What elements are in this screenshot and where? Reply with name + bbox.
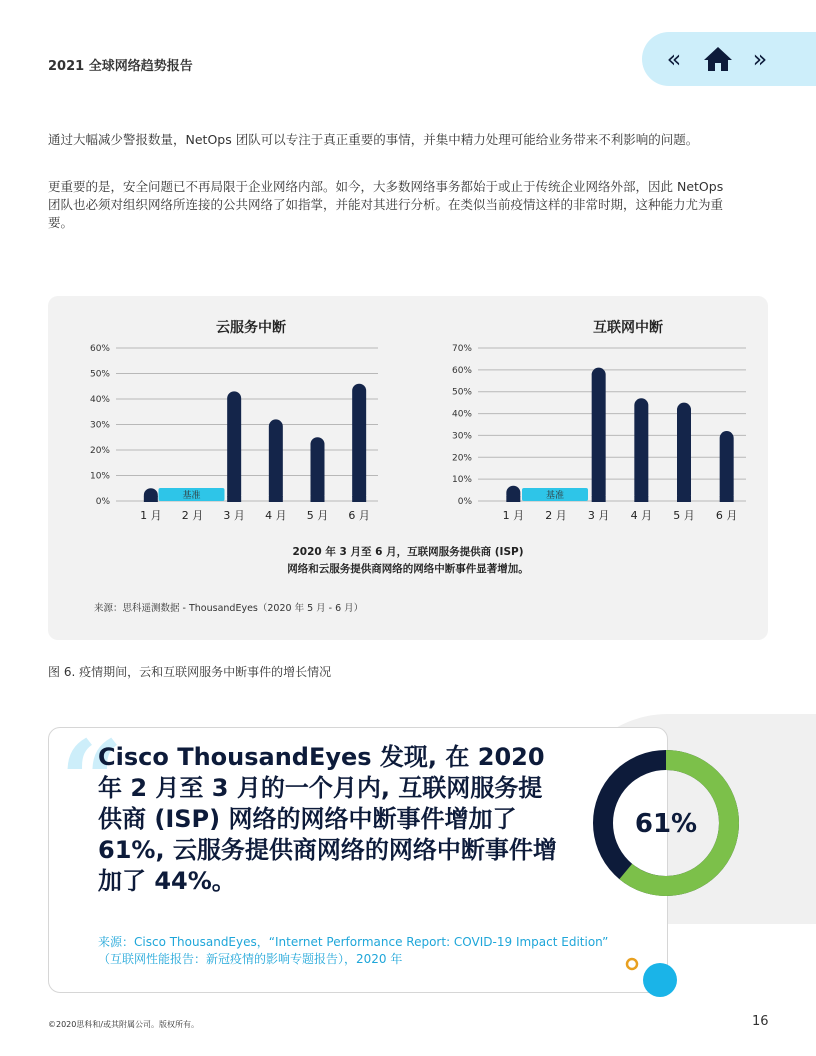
x-tick-label: 3 月 [223,509,245,522]
bar-base [506,496,520,502]
y-tick-label: 70% [451,344,472,354]
chart-caption-line-1: 2020 年 3 月至 6 月，互联网服务提供商 (ISP) [292,546,524,558]
y-tick-label: 30% [89,420,110,431]
y-tick-label: 40% [451,409,472,420]
chart-title: 互联网中断 [593,320,663,336]
quote-source [98,934,658,968]
y-tick-label: 40% [89,395,110,405]
quote-mark-icon: “ [60,716,124,845]
chart-caption [48,544,768,578]
x-tick-label: 5 月 [673,509,695,522]
bar-base [352,496,366,502]
page-number: 16 [752,1014,769,1029]
x-tick-label: 4 月 [630,509,653,522]
baseline-label: 基准 [182,491,201,501]
x-tick-label: 2 月 [181,509,204,522]
bar-base [592,496,606,502]
x-tick-label: 4 月 [265,509,287,522]
x-tick-label: 1 月 [140,509,162,522]
quote-source-line-1: 来源：Cisco ThousandEyes，“Internet Performance Report: COVID-19 Impact Edition” [98,935,609,949]
charts-svg [48,296,768,536]
bar-base [634,496,648,502]
home-button[interactable] [700,41,736,83]
baseline-label: 基准 [545,491,565,501]
nav-bar [642,32,816,86]
y-tick-label: 10% [451,475,472,486]
y-tick-label: 60% [89,344,110,354]
y-tick-label: 0% [457,497,472,507]
chart-source: 来源：思科遥测数据 - ThousandEyes（2020 年 5 月 - 6 月） [94,603,364,614]
x-tick-label: 5 月 [306,509,329,522]
chart-2 [452,319,746,522]
bar [634,398,648,502]
bar [677,403,691,502]
bar-base [227,496,241,502]
bar [311,437,325,502]
x-tick-label: 1 月 [502,509,525,522]
bar-base [269,496,283,502]
bar-base [144,496,158,502]
bar-base [720,496,734,502]
y-tick-label: 60% [451,365,472,376]
y-tick-label: 20% [451,453,472,464]
quote-text: Cisco ThousandEyes 发现, 在 2020 年 2 月至 3 月的一个月内, 互联网服务提供商 (ISP) 网络的网络中断事件增加了 61%, 云服务提供商网络的网络中断事件增加了 44%。 [98,743,557,895]
x-tick-label: 6 月 [715,509,738,522]
paragraph-2: 更重要的是，安全问题已不再局限于企业网络内部。如今，大多数网络事务都始于或止于传统企业网络外部，因此 NetOps 团队也必须对组织网络所连接的公共网络了如指掌，并能对其进行分析。在类似当前疫情这样的非常时期，这种能力尤为重要。 [48,179,724,230]
quote-source-line-2: （互联网性能报告：新冠疫情的影响专题报告），2020 年 [98,952,403,966]
next-page-button[interactable]: » [752,45,768,73]
chart-panel [48,296,768,640]
percentage-ring [588,745,744,901]
chart-caption-line-2: 网络和云服务提供商网络的网络中断事件显著增加。 [287,563,529,575]
home-icon [703,45,733,73]
x-tick-label: 2 月 [545,509,567,522]
large-dot-icon [643,963,677,997]
bar-base [311,496,325,502]
bar [352,384,366,502]
y-tick-label: 10% [89,471,110,482]
ring-label: 61% [634,809,698,839]
bar [227,391,241,502]
copyright: ©2020思科和/或其附属公司。版权所有。 [48,1020,200,1029]
paragraph-1: 通过大幅减少警报数量，NetOps 团队可以专注于真正重要的事情，并集中精力处理可能给业务带来不利影响的问题。 [48,132,699,147]
bar-base [677,496,691,502]
prev-page-button[interactable]: « [666,45,682,73]
y-tick-label: 20% [89,446,110,456]
bar [269,419,283,502]
y-tick-label: 50% [89,369,110,380]
chart-1 [90,319,378,522]
y-tick-label: 30% [451,431,472,442]
report-title: 2021 全球网络趋势报告 [48,59,193,74]
figure-caption: 图 6. 疫情期间，云和互联网服务中断事件的增长情况 [48,665,332,679]
small-dot-icon [627,959,637,969]
chart-title: 云服务中断 [216,320,286,336]
x-tick-label: 3 月 [587,509,610,522]
x-tick-label: 6 月 [348,509,370,522]
y-tick-label: 0% [95,497,110,507]
bar [720,431,734,502]
y-tick-label: 50% [451,387,472,398]
decor-dots [620,950,690,1000]
bar [592,368,606,502]
